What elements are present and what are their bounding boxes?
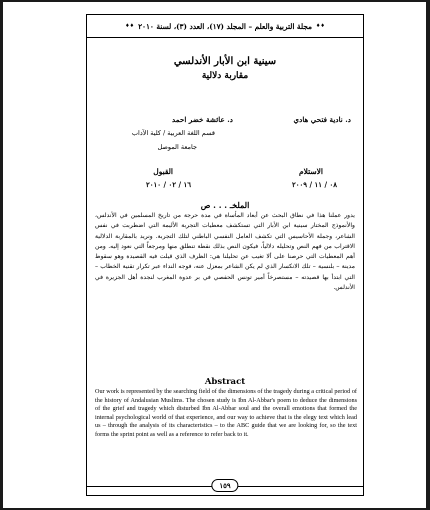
- accepted-label: القبول: [153, 167, 173, 176]
- page-frame: [86, 14, 364, 496]
- page-footer: [87, 479, 363, 495]
- document-page: [3, 2, 426, 508]
- paper-subtitle: مقاربة دلالية: [201, 71, 249, 81]
- english-abstract-text: Our work is represented by the searching field of the dimensions of the tragedy during a critical period of the history of Andalusian Muslims. The chosen study is Ibn Al-Abbar's poem to deduce the dimensions of the grief and tragedy which disturbed Ibn Al-Abbar soul and the overall emotions that formed the internal psychological world of that experience, and our way to achieve that is the elegy text which lead us – through the analysis of its characteristics – to the ABC guide that we are looking for, so the text forms the sprint point as well as a reference to refer back to it.: [95, 388, 357, 438]
- header-ornament-left: ♦♦: [125, 23, 135, 29]
- journal-header: [87, 15, 363, 38]
- arabic-abstract-title: الملخـ . . . ص: [200, 200, 250, 210]
- received-label: الاستلام: [298, 167, 323, 176]
- arabic-abstract-text: يدور عملنا هذا في نطاق البحث عن أبعاد المأساة في مدة حرجة من تاريخ المسلمين في الأندلس، والأنموذج المختار سينية ابن الأبار التي تستكشف معطيات التجربة الأليمة التي اضطربت في نفس الشاعر، وجملة الأحاسيس التي تكشف العامل النفسي الباطني لتلك التجربة. ونريد بالمقاربة الدلالية الاقتراب من فهم النص وتحليله دلالياً، فيكون النص بذلك نقطة تنطلق منها ومرجعاً التي نعود إليه. ومن أهم المعطيات التي حرصنا على ألا تغيب عن تحليلنا هي: الظرف الذي قيلت فيه القصيدة وهو سقوط مدينة – بلنسية – تلك الانكسار الذي لم يكن الشاعر بمعزل عنه، فوجه النداء عبر تكرار تقنية الخطاب – التي ابتدأ بها قصيدته – مستصرخاً أمير تونس الحفصي في بر عدوة المغرب لنجدة أهل الجزيرة في الأندلس.: [95, 212, 355, 292]
- received-date: ٠٨ / ١١ / ٢٠٠٩: [292, 180, 337, 189]
- paper-title: سينية ابن الأبار الأندلسي: [173, 56, 277, 67]
- author-2: د. عائشة خضر احمد: [172, 115, 233, 124]
- accepted-date: ١٦ / ٠٢ / ٢٠١٠: [146, 180, 191, 189]
- page-number: ١٥٩: [211, 479, 238, 492]
- author-department: قسم اللغة العربية / كلية الآداب: [131, 129, 215, 137]
- header-ornament-right: ♦♦: [315, 23, 325, 29]
- author-1: د. نادية فتحي هادي: [293, 115, 351, 124]
- english-abstract-title: Abstract: [204, 377, 246, 387]
- journal-title: مجلة التربية والعلم – المجلد (١٧)، العدد (٣)، لسنة ٢٠١٠: [138, 21, 312, 31]
- author-university: جامعة الموصل: [157, 143, 197, 151]
